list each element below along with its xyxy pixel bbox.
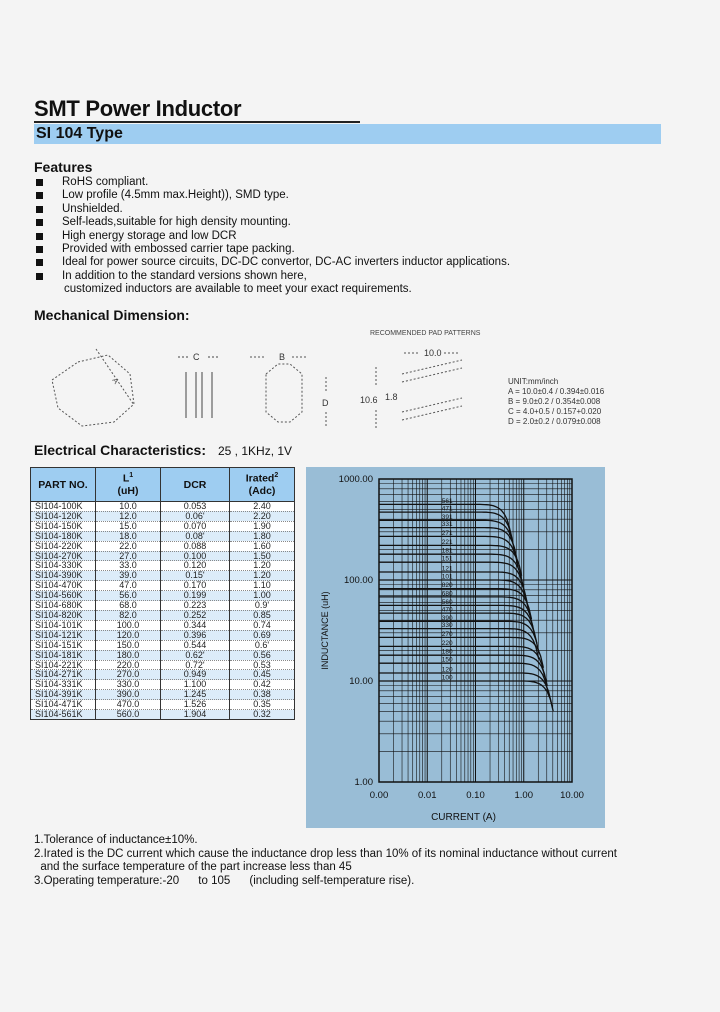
bottom-view-drawing xyxy=(250,357,326,426)
dim-d: D = 2.0±0.2 / 0.079±0.008 xyxy=(508,417,601,426)
cell-part: SI104-121K xyxy=(31,630,96,640)
cell-dcr: 0.100 xyxy=(161,551,230,561)
cell-part: SI104-271K xyxy=(31,670,96,680)
cell-dcr: 0.15' xyxy=(161,571,230,581)
label-a: A xyxy=(110,375,121,386)
dimension-table xyxy=(508,377,604,427)
top-view-drawing xyxy=(52,349,134,426)
cell-inductance: 270.0 xyxy=(96,670,161,680)
bullet-icon xyxy=(36,192,43,199)
cell-irated: 0.32 xyxy=(230,710,295,720)
cell-part: SI104-330K xyxy=(31,561,96,571)
cell-inductance: 220.0 xyxy=(96,660,161,670)
cell-dcr: 0.06' xyxy=(161,511,230,521)
series-label-101: 101 xyxy=(441,573,453,581)
col-part: PART NO. xyxy=(31,468,96,502)
y-tick-label: 10.00 xyxy=(349,676,373,687)
cell-part: SI104-221K xyxy=(31,660,96,670)
table-row xyxy=(31,551,295,561)
dim-c: C = 4.0+0.5 / 0.157+0.020 xyxy=(508,407,602,416)
cell-part: SI104-680K xyxy=(31,601,96,611)
page-title: SMT Power Inductor xyxy=(34,96,242,121)
cell-part: SI104-220K xyxy=(31,541,96,551)
cell-dcr: 1.100 xyxy=(161,680,230,690)
cell-dcr: 0.396 xyxy=(161,630,230,640)
cell-irated: 1.80 xyxy=(230,531,295,541)
cell-irated: 0.53 xyxy=(230,660,295,670)
dim-a: A = 10.0±0.4 / 0.394±0.016 xyxy=(508,387,605,396)
cell-dcr: 0.252 xyxy=(161,610,230,620)
cell-irated: 0.6' xyxy=(230,640,295,650)
pad-gap-label: 1.8 xyxy=(385,392,398,402)
cell-inductance: 120.0 xyxy=(96,630,161,640)
series-label-471: 471 xyxy=(441,505,453,513)
cell-irated: 0.42 xyxy=(230,680,295,690)
dim-b: B = 9.0±0.2 / 0.354±0.008 xyxy=(508,397,601,406)
table-row xyxy=(31,660,295,670)
cell-part: SI104-560K xyxy=(31,591,96,601)
pad-pattern-drawing xyxy=(376,353,462,428)
notes xyxy=(34,834,617,888)
cell-irated: 0.56 xyxy=(230,650,295,660)
cell-inductance: 82.0 xyxy=(96,610,161,620)
y-axis-label: INDUCTANCE (uH) xyxy=(320,591,330,670)
cell-irated: 1.20 xyxy=(230,561,295,571)
x-tick-label: 0.10 xyxy=(466,790,485,801)
bullet-icon xyxy=(36,179,43,186)
table-row xyxy=(31,591,295,601)
cell-inductance: 560.0 xyxy=(96,710,161,720)
type-band xyxy=(34,124,661,144)
y-tick-label: 1.00 xyxy=(354,777,373,788)
table-row xyxy=(31,571,295,581)
test-conditions: 25 , 1KHz, 1V xyxy=(218,444,293,458)
table-header-row xyxy=(31,468,295,502)
cell-part: SI104-331K xyxy=(31,680,96,690)
cell-inductance: 10.0 xyxy=(96,502,161,512)
cell-part: SI104-120K xyxy=(31,511,96,521)
x-tick-label: 0.01 xyxy=(418,790,437,801)
col-inductance: $L^1$ (uH) xyxy=(96,468,161,502)
x-tick-label: 10.00 xyxy=(560,790,584,801)
features-heading: Features xyxy=(34,159,93,175)
spec-table xyxy=(30,467,295,720)
cell-inductance: 39.0 xyxy=(96,571,161,581)
cell-dcr: 1.904 xyxy=(161,710,230,720)
pad-height-label: 10.6 xyxy=(360,395,378,405)
cell-irated: 1.00 xyxy=(230,591,295,601)
cell-irated: 0.38 xyxy=(230,690,295,700)
cell-irated: 0.85 xyxy=(230,610,295,620)
cell-dcr: 0.949 xyxy=(161,670,230,680)
cell-part: SI104-180K xyxy=(31,531,96,541)
table-row xyxy=(31,502,295,512)
cell-inductance: 330.0 xyxy=(96,680,161,690)
table-row xyxy=(31,680,295,690)
cell-irated: 0.74 xyxy=(230,620,295,630)
table-row xyxy=(31,601,295,611)
table-row xyxy=(31,511,295,521)
label-d: D xyxy=(322,398,329,408)
cell-dcr: 0.544 xyxy=(161,640,230,650)
cell-inductance: 12.0 xyxy=(96,511,161,521)
series-label-561: 561 xyxy=(441,497,453,505)
inductance-current-chart xyxy=(306,467,605,828)
type-subtitle: SI 104 Type xyxy=(36,125,123,142)
note-2-cont: and the surface temperature of the part increase less than 45 xyxy=(34,861,352,873)
table-row xyxy=(31,581,295,591)
cell-dcr: 0.72' xyxy=(161,660,230,670)
x-tick-label: 1.00 xyxy=(514,790,533,801)
feature-item: High energy storage and low DCR xyxy=(36,230,510,243)
pad-width-label: 10.0 xyxy=(424,348,442,358)
series-label-181: 181 xyxy=(441,547,453,555)
cell-part: SI104-391K xyxy=(31,690,96,700)
table-row xyxy=(31,710,295,720)
table-row xyxy=(31,630,295,640)
cell-inductance: 47.0 xyxy=(96,581,161,591)
series-label-220: 220 xyxy=(441,639,453,647)
cell-inductance: 390.0 xyxy=(96,690,161,700)
feature-item: In addition to the standard versions shown here, xyxy=(36,270,510,283)
bullet-icon xyxy=(36,219,43,226)
cell-irated: 2.20 xyxy=(230,511,295,521)
series-label-330: 330 xyxy=(441,622,453,630)
series-label-221: 221 xyxy=(441,538,453,546)
cell-dcr: 0.170 xyxy=(161,581,230,591)
electrical-heading: Electrical Characteristics: xyxy=(34,442,206,458)
y-tick-label: 100.00 xyxy=(343,575,373,586)
cell-dcr: 0.070 xyxy=(161,521,230,531)
features-list xyxy=(36,176,510,297)
cell-irated: 0.69 xyxy=(230,630,295,640)
series-label-120: 120 xyxy=(441,666,453,674)
cell-irated: 0.9' xyxy=(230,601,295,611)
cell-inductance: 68.0 xyxy=(96,601,161,611)
cell-inductance: 22.0 xyxy=(96,541,161,551)
cell-irated: 1.90 xyxy=(230,521,295,531)
table-row xyxy=(31,521,295,531)
cell-inductance: 18.0 xyxy=(96,531,161,541)
cell-part: SI104-151K xyxy=(31,640,96,650)
cell-irated: 1.50 xyxy=(230,551,295,561)
series-label-150: 150 xyxy=(441,656,453,664)
table-body xyxy=(31,502,295,720)
cell-part: SI104-471K xyxy=(31,700,96,710)
table-row xyxy=(31,620,295,630)
bullet-icon xyxy=(36,206,43,213)
bullet-icon xyxy=(36,233,43,240)
note-3: 3.Operating temperature:-20 to 105 (including self-temperature rise). xyxy=(34,874,415,887)
cell-dcr: 0.053 xyxy=(161,502,230,512)
note-2: 2.Irated is the DC current which cause the inductance drop less than 10% of its nominal inductance without current xyxy=(34,847,617,860)
y-tick-label: 1000.00 xyxy=(338,474,373,485)
title-underline xyxy=(34,121,360,123)
bullet-icon xyxy=(36,259,43,266)
cell-dcr: 1.245 xyxy=(161,690,230,700)
series-label-270: 270 xyxy=(441,630,453,638)
cell-irated: 0.35 xyxy=(230,700,295,710)
series-label-331: 331 xyxy=(441,521,453,529)
cell-irated: 1.60 xyxy=(230,541,295,551)
cell-inductance: 56.0 xyxy=(96,591,161,601)
cell-dcr: 0.344 xyxy=(161,620,230,630)
cell-irated: 0.45 xyxy=(230,670,295,680)
cell-inductance: 33.0 xyxy=(96,561,161,571)
series-label-180: 180 xyxy=(441,648,453,656)
bullet-icon xyxy=(36,246,43,253)
note-1: 1.Tolerance of inductance±10%. xyxy=(34,834,198,846)
series-label-100: 100 xyxy=(441,674,453,682)
feature-item: Self-leads,suitable for high density mounting. xyxy=(36,216,510,229)
cell-irated: 1.20 xyxy=(230,571,295,581)
feature-item: Provided with embossed carrier tape packing. xyxy=(36,243,510,256)
feature-continuation: customized inductors are available to meet your exact requirements. xyxy=(64,283,412,296)
cell-irated: 1.10 xyxy=(230,581,295,591)
cell-dcr: 1.526 xyxy=(161,700,230,710)
cell-dcr: 0.199 xyxy=(161,591,230,601)
table-row xyxy=(31,650,295,660)
cell-inductance: 180.0 xyxy=(96,650,161,660)
x-tick-label: 0.00 xyxy=(369,790,389,801)
cell-inductance: 15.0 xyxy=(96,521,161,531)
cell-dcr: 0.62' xyxy=(161,650,230,660)
table-row xyxy=(31,640,295,650)
series-label-271: 271 xyxy=(441,529,453,537)
feature-item: RoHS compliant. xyxy=(36,176,510,189)
table-row xyxy=(31,541,295,551)
series-label-560: 560 xyxy=(441,598,453,606)
col-dcr: DCR xyxy=(161,468,230,502)
col-irated: Irated$^2$ (Adc) xyxy=(230,468,295,502)
feature-item: Ideal for power source circuits, DC-DC convertor, DC-AC inverters inductor applications. xyxy=(36,256,510,269)
table-row xyxy=(31,561,295,571)
feature-item: Low profile (4.5mm max.Height)), SMD type. xyxy=(36,189,510,202)
feature-item: Unshielded. xyxy=(36,203,510,216)
series-label-820: 820 xyxy=(441,582,453,590)
mechanical-heading: Mechanical Dimension: xyxy=(34,307,190,323)
cell-part: SI104-820K xyxy=(31,610,96,620)
x-axis-label: CURRENT (A) xyxy=(431,812,496,823)
cell-part: SI104-390K xyxy=(31,571,96,581)
table-row xyxy=(31,610,295,620)
label-b: B xyxy=(279,352,286,362)
table-row xyxy=(31,690,295,700)
cell-dcr: 0.08' xyxy=(161,531,230,541)
series-label-121: 121 xyxy=(441,565,453,573)
cell-part: SI104-270K xyxy=(31,551,96,561)
pad-pattern-caption: RECOMMENDED PAD PATTERNS xyxy=(370,330,481,337)
cell-part: SI104-181K xyxy=(31,650,96,660)
series-label-391: 391 xyxy=(441,513,453,521)
bullet-icon xyxy=(36,273,43,280)
cell-dcr: 0.223 xyxy=(161,601,230,611)
series-label-151: 151 xyxy=(441,555,453,563)
cell-inductance: 470.0 xyxy=(96,700,161,710)
table-row xyxy=(31,531,295,541)
cell-inductance: 150.0 xyxy=(96,640,161,650)
cell-dcr: 0.088 xyxy=(161,541,230,551)
cell-part: SI104-150K xyxy=(31,521,96,531)
cell-part: SI104-470K xyxy=(31,581,96,591)
cell-part: SI104-561K xyxy=(31,710,96,720)
cell-dcr: 0.120 xyxy=(161,561,230,571)
series-label-390: 390 xyxy=(441,614,453,622)
unit-label: UNIT:mm/inch xyxy=(508,377,559,386)
cell-inductance: 100.0 xyxy=(96,620,161,630)
cell-irated: 2.40 xyxy=(230,502,295,512)
table-row xyxy=(31,670,295,680)
series-label-680: 680 xyxy=(441,590,453,598)
table-row xyxy=(31,700,295,710)
label-c: C xyxy=(193,352,200,362)
cell-part: SI104-101K xyxy=(31,620,96,630)
series-label-470: 470 xyxy=(441,606,453,614)
cell-inductance: 27.0 xyxy=(96,551,161,561)
side-view-drawing xyxy=(178,357,220,418)
cell-part: SI104-100K xyxy=(31,502,96,512)
